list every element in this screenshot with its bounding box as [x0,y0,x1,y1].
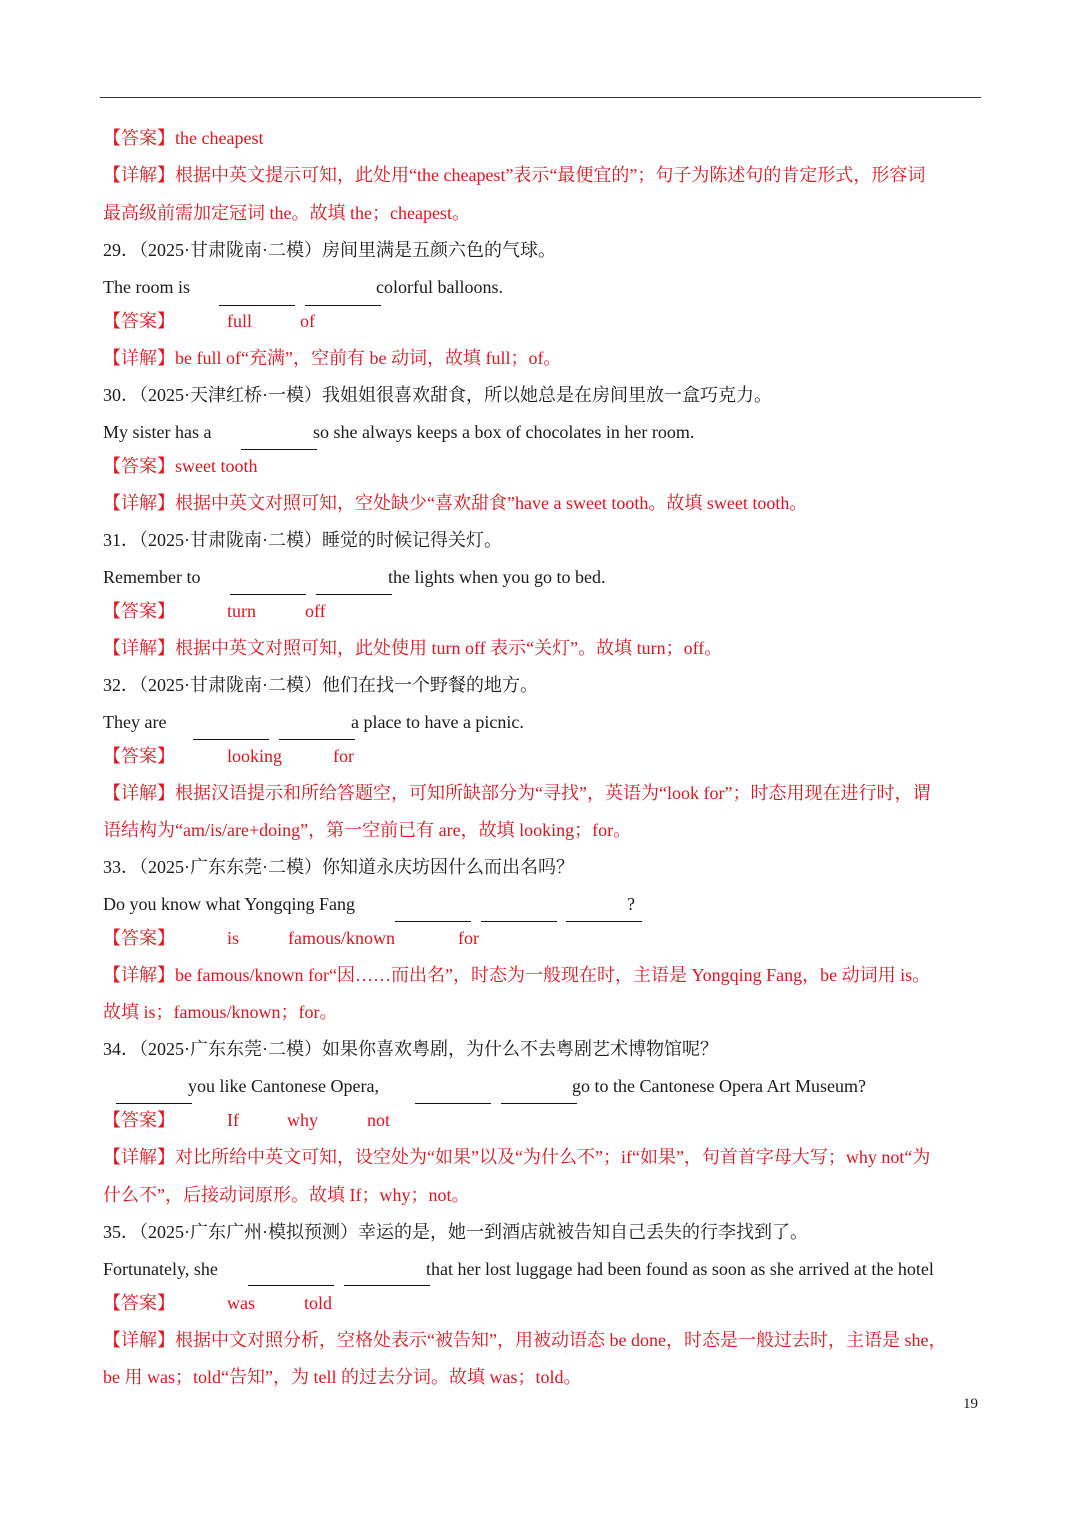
answer-tag: 【答案】 [103,128,175,148]
q33-answer-3: for [458,928,479,948]
q29-sentence-a: The room is [103,277,190,297]
q29-blank-1 [219,305,295,306]
q32-blank-2 [279,739,355,740]
q33-blank-2 [481,921,557,922]
q35-blank-1 [248,1285,334,1286]
q30-detail-text: 根据中英文对照可知，空处缺少“喜欢甜食”have a sweet tooth。故填 sweet tooth。 [175,493,808,513]
q34-blank-1 [116,1103,192,1104]
q33-answer-1: is [227,928,240,948]
q35-blank-2 [344,1285,430,1286]
page-number: 19 [963,1396,978,1412]
q28-answer-line [103,127,263,149]
q31-answer-2: off [305,601,326,621]
q30-answer: sweet tooth [175,456,258,476]
q33-answer-2: famous/known [288,928,395,948]
q34-blank-2 [415,1103,491,1104]
q29-answer-2: of [300,311,315,331]
q34-answer-tag: 【答案】 [103,1110,175,1130]
q33-detail-line-1 [103,964,930,986]
q33-sentence-a: Do you know what Yongqing Fang [103,894,356,914]
detail-tag: 【详解】 [103,1147,175,1167]
answer-tag: 【答案】 [103,456,175,476]
q35-title: 35．（2025·广东广州·模拟预测）幸运的是，她一到酒店就被告知自己丢失的行李找到了。 [103,1222,808,1242]
q28-detail-line-1 [103,164,925,186]
q32-detail-line-1 [103,782,930,804]
q34-answer-2: why [287,1110,318,1130]
q35-sentence-a: Fortunately, she [103,1259,218,1279]
detail-tag: 【详解】 [103,1330,175,1350]
q33-detail-line-2: 故填 is；famous/known；for。 [103,1002,338,1022]
q31-detail-line [103,637,722,659]
q31-sentence-a: Remember to [103,567,201,587]
q30-detail-line [103,492,807,514]
q32-blank-1 [193,739,269,740]
q32-answer-2: for [333,746,354,766]
q34-detail-line-2: 什么不”，后接动词原形。故填 If；why；not。 [103,1185,470,1205]
q32-detail-text-1: 根据汉语提示和所给答题空，可知所缺部分为“寻找”，英语为“look for”；时态用现在进行时，谓 [175,783,931,803]
q35-answer-2: told [304,1293,333,1313]
q35-detail-line-1 [103,1329,946,1351]
q31-answer-1: turn [227,601,256,621]
q34-sentence-b: go to the Cantonese Opera Art Museum? [572,1076,866,1096]
detail-tag: 【详解】 [103,638,175,658]
q34-sentence-a: you like Cantonese Opera, [188,1076,379,1096]
q34-detail-line-1 [103,1146,930,1168]
detail-tag: 【详解】 [103,783,175,803]
q35-answer-1: was [227,1293,255,1313]
q34-title: 34．（2025·广东东莞·二模）如果你喜欢粤剧，为什么不去粤剧艺术博物馆呢？ [103,1039,718,1059]
q30-answer-line [103,455,258,477]
q34-answer-3: not [367,1110,391,1130]
q30-sentence-b: so she always keeps a box of chocolates in her room. [313,422,695,442]
q33-sentence-b: ? [627,894,635,914]
q33-answer-tag: 【答案】 [103,928,175,948]
q30-sentence-a: My sister has a [103,422,212,442]
q33-detail-text-1: be famous/known for“因……而出名”，时态为一般现在时，主语是 Yongqing Fang，be 动词用 is。 [175,965,931,985]
q35-detail-line-2: be 用 was；told“告知”，为 tell 的过去分词。故填 was；told。 [103,1367,582,1387]
q31-blank-2 [316,594,392,595]
q35-detail-text-1: 根据中文对照分析，空格处表示“被告知”，用被动语态 be done，时态是一般过去时，主语是 she， [175,1330,947,1350]
q29-answer-tag: 【答案】 [103,311,175,331]
q32-answer-1: looking [227,746,283,766]
header-rule [100,97,981,98]
q33-blank-3 [566,921,642,922]
q29-detail-text: be full of“充满”，空前有 be 动词，故填 full；of。 [175,348,562,368]
q29-detail-line [103,347,561,369]
q32-answer-tag: 【答案】 [103,746,175,766]
q31-title: 31．（2025·甘肃陇南·二模）睡觉的时候记得关灯。 [103,530,502,550]
q33-blank-1 [395,921,471,922]
q33-title: 33．（2025·广东东莞·二模）你知道永庆坊因什么而出名吗？ [103,857,574,877]
q30-title: 30．（2025·天津红桥·一模）我姐姐很喜欢甜食，所以她总是在房间里放一盒巧克力。 [103,385,772,405]
q29-blank-2 [305,305,381,306]
q34-detail-text-1: 对比所给中英文可知，设空处为“如果”以及“为什么不”；if“如果”，句首首字母大写；why not“为 [175,1147,931,1167]
q29-sentence-b: colorful balloons. [376,277,503,297]
q30-blank-1 [241,449,317,450]
q32-sentence-b: a place to have a picnic. [351,712,524,732]
detail-tag: 【详解】 [103,493,175,513]
q31-answer-tag: 【答案】 [103,601,175,621]
q28-answer: the cheapest [175,128,264,148]
q31-blank-1 [230,594,306,595]
q29-answer-1: full [227,311,252,331]
q35-sentence-b: that her lost luggage had been found as soon as she arrived at the hotel [426,1259,934,1279]
q34-blank-3 [501,1103,577,1104]
detail-tag: 【详解】 [103,165,175,185]
q28-detail-text-1: 根据中英文提示可知，此处用“the cheapest”表示“最便宜的”；句子为陈述句的肯定形式，形容词 [175,165,926,185]
q35-answer-tag: 【答案】 [103,1293,175,1313]
q32-sentence-a: They are [103,712,167,732]
q31-sentence-b: the lights when you go to bed. [388,567,606,587]
q32-title: 32．（2025·甘肃陇南·二模）他们在找一个野餐的地方。 [103,675,538,695]
detail-tag: 【详解】 [103,965,175,985]
q32-detail-line-2: 语结构为“am/is/are+doing”，第一空前已有 are，故填 looking；for。 [103,820,632,840]
q31-detail-text: 根据中英文对照可知，此处使用 turn off 表示“关灯”。故填 turn；off。 [175,638,723,658]
q34-answer-1: If [227,1110,239,1130]
q28-detail-line-2: 最高级前需加定冠词 the。故填 the；cheapest。 [103,203,470,223]
q29-title: 29．（2025·甘肃陇南·二模）房间里满是五颜六色的气球。 [103,240,556,260]
detail-tag: 【详解】 [103,348,175,368]
